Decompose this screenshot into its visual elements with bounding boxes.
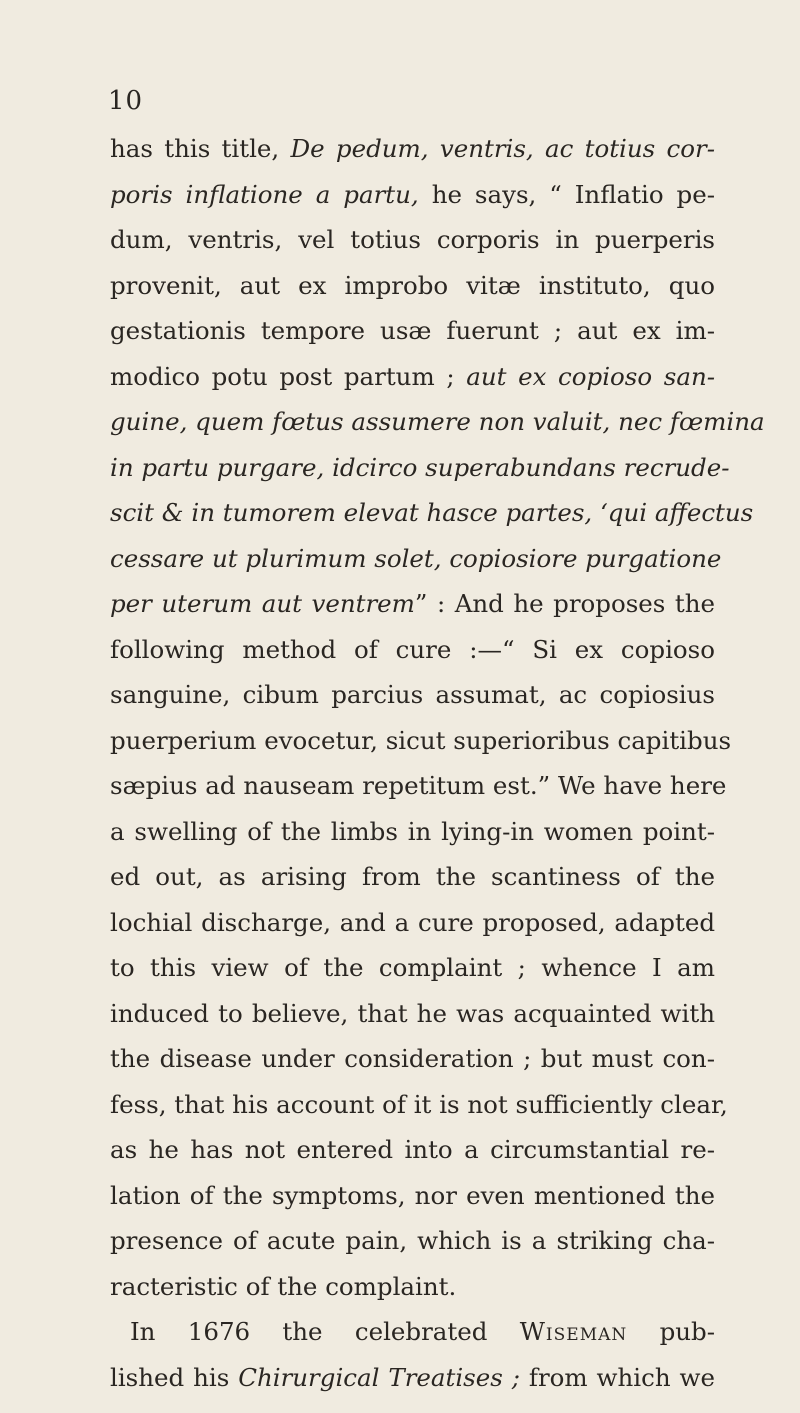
- text-line: [110, 672, 715, 718]
- text-segment: cessare ut plurimum solet, copiosiore purgatione: [110, 543, 722, 573]
- text-segment: has this title,: [110, 134, 291, 163]
- text-line: [110, 945, 715, 991]
- text-segment: from which we: [519, 1362, 715, 1392]
- text-segment: as he has not entered into a circumstantial re-: [110, 1135, 715, 1164]
- text-line: [110, 718, 732, 764]
- text-line: [110, 991, 715, 1037]
- text-line: [110, 399, 765, 445]
- text-segment: sanguine, cibum parcius assumat, ac copiosius: [110, 680, 715, 709]
- text-segment: Wiseman: [519, 1317, 628, 1346]
- text-segment: to this view of the complaint ; whence I am: [110, 953, 715, 982]
- text-segment: provenit, aut ex improbo vitæ instituto, quo: [110, 270, 715, 300]
- text-segment: he says, “ Inflatio pe-: [418, 179, 716, 209]
- text-line: [110, 1173, 715, 1219]
- text-line: [110, 1309, 715, 1355]
- text-line: [110, 217, 715, 263]
- text-line: [110, 354, 715, 400]
- text-segment: per uterum aut ventrem: [110, 589, 415, 618]
- text-line: [110, 854, 715, 900]
- text-line: [110, 763, 727, 809]
- text-segment: De pedum, ventris, ac totius cor-: [290, 134, 715, 163]
- text-segment: ” : And he proposes the: [414, 589, 715, 618]
- text-segment: lished his: [110, 1362, 239, 1392]
- text-line: [110, 536, 722, 582]
- text-line: [110, 581, 715, 627]
- text-line: [110, 900, 715, 946]
- text-line: [110, 627, 715, 673]
- text-line: [110, 308, 715, 354]
- text-line: [110, 1218, 715, 1264]
- page-number: 10: [108, 86, 144, 116]
- text-segment: sæpius ad nauseam repetitum est.” We have here: [110, 771, 727, 800]
- text-segment: aut ex copioso san-: [466, 361, 715, 391]
- text-line: [110, 126, 715, 172]
- text-line: [110, 809, 715, 855]
- text-line: [110, 172, 715, 218]
- text-segment: gestationis tempore usæ fuerunt ; aut ex im-: [110, 316, 715, 345]
- text-segment: lation of the symptoms, nor even mentioned the: [110, 1180, 715, 1210]
- text-segment: Chirurgical Treatises ;: [238, 1362, 520, 1392]
- text-segment: poris inflatione a partu,: [110, 179, 419, 209]
- text-segment: the disease under consideration ; but must con-: [110, 1044, 715, 1073]
- text-segment: induced to believe, that he was acquainted with: [110, 998, 715, 1028]
- text-segment: guine, quem fœtus assumere non valuit, nec fœmina: [110, 407, 765, 436]
- text-segment: ed out, as arising from the scantiness of the: [110, 862, 715, 891]
- text-segment: pub-: [627, 1317, 715, 1346]
- text-segment: fess, that his account of it is not sufficiently clear,: [110, 1089, 728, 1119]
- text-line: [110, 1082, 728, 1128]
- text-line: [110, 1355, 715, 1401]
- body-text: [110, 126, 765, 1400]
- text-line: [110, 490, 754, 536]
- text-segment: dum, ventris, vel totius corporis in puerperis: [110, 225, 715, 254]
- text-line: [110, 1264, 715, 1310]
- text-segment: lochial discharge, and a cure proposed, adapted: [110, 907, 715, 937]
- text-line: [110, 1036, 715, 1082]
- text-segment: following method of cure :—“ Si ex copioso: [110, 634, 715, 664]
- text-segment: racteristic of the complaint.: [110, 1271, 457, 1301]
- text-segment: puerperium evocetur, sicut superioribus capitibus: [110, 725, 732, 755]
- text-segment: presence of acute pain, which is a striking cha-: [110, 1226, 715, 1255]
- text-line: [110, 263, 715, 309]
- text-segment: in partu purgare, idcirco superabundans recrude-: [110, 452, 730, 482]
- text-segment: modico potu post partum ;: [110, 361, 467, 391]
- text-segment: a swelling of the limbs in lying-in women point-: [110, 816, 715, 846]
- text-segment: scit & in tumorem elevat hasce partes, ‘qui affectus: [110, 498, 754, 527]
- text-segment: In 1676 the celebrated: [130, 1317, 520, 1346]
- text-line: [110, 445, 730, 491]
- text-line: [110, 1127, 715, 1173]
